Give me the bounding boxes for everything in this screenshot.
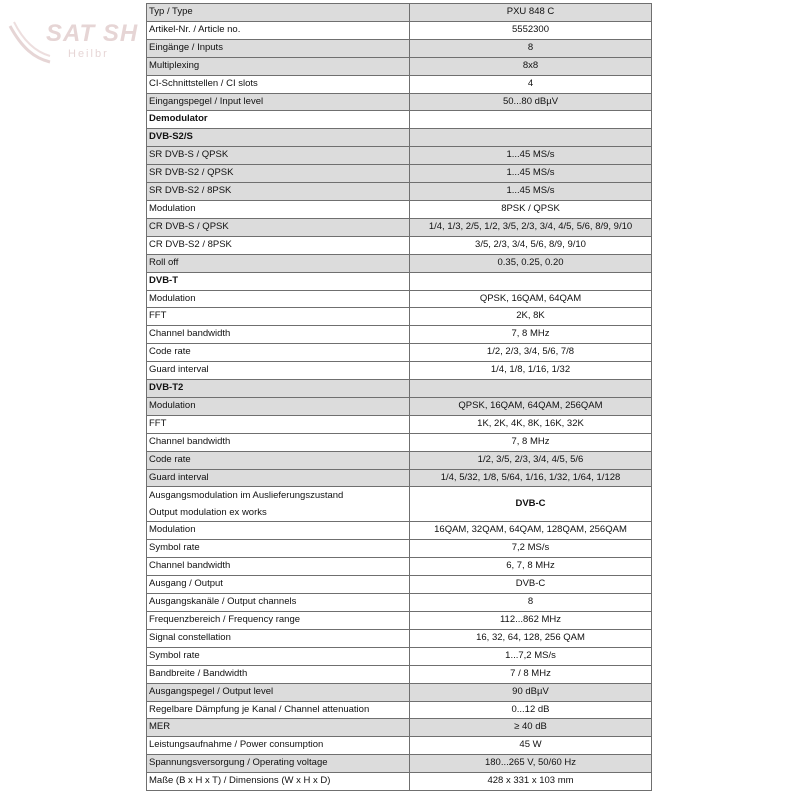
spec-value: DVB-C bbox=[410, 576, 652, 594]
spec-label: Modulation bbox=[147, 200, 410, 218]
table-row bbox=[147, 558, 652, 576]
table-row bbox=[147, 200, 652, 218]
section-row bbox=[147, 129, 652, 147]
spec-value: 1...7,2 MS/s bbox=[410, 647, 652, 665]
spec-label: Roll off bbox=[147, 254, 410, 272]
table-row bbox=[147, 165, 652, 183]
spec-label: Channel bandwidth bbox=[147, 326, 410, 344]
spec-label: SR DVB-S / QPSK bbox=[147, 147, 410, 165]
table-row bbox=[147, 451, 652, 469]
table-row bbox=[147, 522, 652, 540]
spec-label: DVB-T2 bbox=[147, 380, 410, 398]
table-row bbox=[147, 326, 652, 344]
spec-value: 7 / 8 MHz bbox=[410, 665, 652, 683]
spec-value: 7, 8 MHz bbox=[410, 433, 652, 451]
spec-value: 50...80 dBµV bbox=[410, 93, 652, 111]
spec-label-line: Output modulation ex works bbox=[149, 507, 267, 519]
spec-value: 1K, 2K, 4K, 8K, 16K, 32K bbox=[410, 415, 652, 433]
table-row bbox=[147, 701, 652, 719]
spec-value: 2K, 8K bbox=[410, 308, 652, 326]
table-row bbox=[147, 719, 652, 737]
spec-label: CI-Schnittstellen / CI slots bbox=[147, 75, 410, 93]
table-row bbox=[147, 594, 652, 612]
table-row bbox=[147, 612, 652, 630]
table-row bbox=[147, 344, 652, 362]
spec-label: Symbol rate bbox=[147, 540, 410, 558]
spec-label: Ausgangskanäle / Output channels bbox=[147, 594, 410, 612]
table-row bbox=[147, 487, 652, 522]
section-row bbox=[147, 380, 652, 398]
spec-value: 1/4, 1/3, 2/5, 1/2, 3/5, 2/3, 3/4, 4/5, 5/6, 8/9, 9/10 bbox=[410, 218, 652, 236]
section-row bbox=[147, 111, 652, 129]
spec-label: Typ / Type bbox=[147, 4, 410, 22]
watermark-logo bbox=[0, 18, 170, 68]
table-row bbox=[147, 93, 652, 111]
spec-value bbox=[410, 380, 652, 398]
spec-value bbox=[410, 129, 652, 147]
table-row bbox=[147, 773, 652, 791]
spec-value: PXU 848 C bbox=[410, 4, 652, 22]
spec-value: 16, 32, 64, 128, 256 QAM bbox=[410, 629, 652, 647]
spec-value: 7,2 MS/s bbox=[410, 540, 652, 558]
spec-value: 7, 8 MHz bbox=[410, 326, 652, 344]
spec-label: Symbol rate bbox=[147, 647, 410, 665]
spec-label: Modulation bbox=[147, 522, 410, 540]
spec-label bbox=[147, 487, 410, 522]
spec-label: Frequenzbereich / Frequency range bbox=[147, 612, 410, 630]
spec-label: FFT bbox=[147, 308, 410, 326]
table-row bbox=[147, 308, 652, 326]
spec-value: 4 bbox=[410, 75, 652, 93]
spec-value: 1/4, 5/32, 1/8, 5/64, 1/16, 1/32, 1/64, 1/128 bbox=[410, 469, 652, 487]
spec-label: Guard interval bbox=[147, 469, 410, 487]
spec-label: SR DVB-S2 / QPSK bbox=[147, 165, 410, 183]
spec-value: 8x8 bbox=[410, 57, 652, 75]
spec-value: QPSK, 16QAM, 64QAM, 256QAM bbox=[410, 397, 652, 415]
spec-value: 1...45 MS/s bbox=[410, 147, 652, 165]
table-row bbox=[147, 540, 652, 558]
spec-label: FFT bbox=[147, 415, 410, 433]
spec-label: Eingänge / Inputs bbox=[147, 39, 410, 57]
table-row bbox=[147, 737, 652, 755]
spec-label: Spannungsversorgung / Operating voltage bbox=[147, 755, 410, 773]
watermark-brand: SAT SH bbox=[46, 20, 139, 47]
table-row bbox=[147, 236, 652, 254]
spec-label-line: Ausgangsmodulation im Auslieferungszustand bbox=[149, 490, 344, 502]
table-row bbox=[147, 254, 652, 272]
spec-label: Signal constellation bbox=[147, 629, 410, 647]
table-row bbox=[147, 433, 652, 451]
spec-label: Maße (B x H x T) / Dimensions (W x H x D) bbox=[147, 773, 410, 791]
spec-label: Regelbare Dämpfung je Kanal / Channel attenuation bbox=[147, 701, 410, 719]
spec-value bbox=[410, 111, 652, 129]
table-row bbox=[147, 290, 652, 308]
spec-value: 1/2, 3/5, 2/3, 3/4, 4/5, 5/6 bbox=[410, 451, 652, 469]
spec-label: Multiplexing bbox=[147, 57, 410, 75]
table-row bbox=[147, 57, 652, 75]
spec-value bbox=[410, 272, 652, 290]
table-row bbox=[147, 755, 652, 773]
spec-value: DVB-C bbox=[410, 487, 652, 522]
spec-value: 0.35, 0.25, 0.20 bbox=[410, 254, 652, 272]
spec-label: CR DVB-S2 / 8PSK bbox=[147, 236, 410, 254]
section-row bbox=[147, 272, 652, 290]
spec-value: 6, 7, 8 MHz bbox=[410, 558, 652, 576]
spec-label: Artikel-Nr. / Article no. bbox=[147, 21, 410, 39]
table-row bbox=[147, 147, 652, 165]
table-row bbox=[147, 75, 652, 93]
watermark-sub: Heilbr bbox=[68, 48, 109, 60]
spec-label: Ausgangspegel / Output level bbox=[147, 683, 410, 701]
spec-value: 8PSK / QPSK bbox=[410, 200, 652, 218]
spec-value: 428 x 331 x 103 mm bbox=[410, 773, 652, 791]
spec-label: Modulation bbox=[147, 290, 410, 308]
spec-value: 0...12 dB bbox=[410, 701, 652, 719]
spec-label: Channel bandwidth bbox=[147, 558, 410, 576]
table-row bbox=[147, 218, 652, 236]
table-row bbox=[147, 397, 652, 415]
spec-label: Bandbreite / Bandwidth bbox=[147, 665, 410, 683]
spec-value: 5552300 bbox=[410, 21, 652, 39]
table-row bbox=[147, 415, 652, 433]
spec-table bbox=[146, 3, 652, 791]
spec-value: 112...862 MHz bbox=[410, 612, 652, 630]
spec-label: Eingangspegel / Input level bbox=[147, 93, 410, 111]
spec-value: ≥ 40 dB bbox=[410, 719, 652, 737]
table-row bbox=[147, 683, 652, 701]
spec-value: 8 bbox=[410, 39, 652, 57]
table-row bbox=[147, 576, 652, 594]
spec-label: DVB-T bbox=[147, 272, 410, 290]
spec-value: 16QAM, 32QAM, 64QAM, 128QAM, 256QAM bbox=[410, 522, 652, 540]
swoosh-icon bbox=[4, 18, 54, 68]
table-row bbox=[147, 183, 652, 201]
table-row bbox=[147, 4, 652, 22]
spec-label: Code rate bbox=[147, 451, 410, 469]
spec-value: 1...45 MS/s bbox=[410, 165, 652, 183]
spec-value: 1/2, 2/3, 3/4, 5/6, 7/8 bbox=[410, 344, 652, 362]
spec-value: 1...45 MS/s bbox=[410, 183, 652, 201]
spec-label: Channel bandwidth bbox=[147, 433, 410, 451]
spec-label: DVB-S2/S bbox=[147, 129, 410, 147]
spec-label: Ausgang / Output bbox=[147, 576, 410, 594]
spec-value: 1/4, 1/8, 1/16, 1/32 bbox=[410, 362, 652, 380]
spec-label: CR DVB-S / QPSK bbox=[147, 218, 410, 236]
spec-label: Code rate bbox=[147, 344, 410, 362]
spec-value: 45 W bbox=[410, 737, 652, 755]
table-row bbox=[147, 629, 652, 647]
spec-value: 8 bbox=[410, 594, 652, 612]
spec-label: SR DVB-S2 / 8PSK bbox=[147, 183, 410, 201]
spec-label: Modulation bbox=[147, 397, 410, 415]
spec-value: 3/5, 2/3, 3/4, 5/6, 8/9, 9/10 bbox=[410, 236, 652, 254]
spec-value: QPSK, 16QAM, 64QAM bbox=[410, 290, 652, 308]
spec-value: 180...265 V, 50/60 Hz bbox=[410, 755, 652, 773]
spec-label: Leistungsaufnahme / Power consumption bbox=[147, 737, 410, 755]
table-row bbox=[147, 362, 652, 380]
table-row bbox=[147, 647, 652, 665]
spec-label: Guard interval bbox=[147, 362, 410, 380]
table-row bbox=[147, 469, 652, 487]
table-row bbox=[147, 39, 652, 57]
spec-label: MER bbox=[147, 719, 410, 737]
table-row bbox=[147, 665, 652, 683]
spec-value: 90 dBµV bbox=[410, 683, 652, 701]
spec-label: Demodulator bbox=[147, 111, 410, 129]
table-row bbox=[147, 21, 652, 39]
